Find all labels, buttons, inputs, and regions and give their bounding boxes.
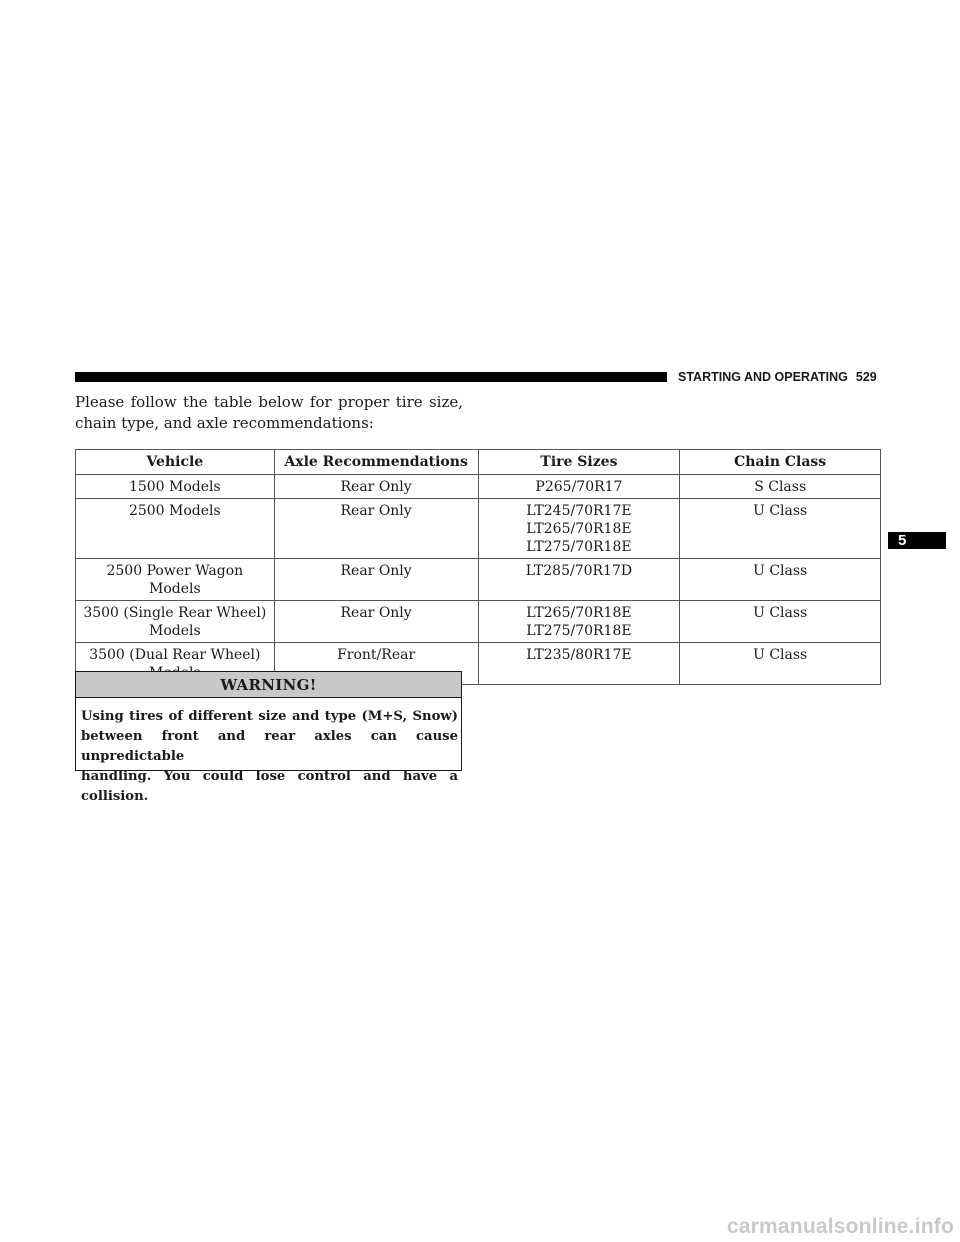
axle-cell: Rear Only: [274, 475, 478, 499]
warning-box: [75, 671, 462, 804]
axle-cell: Front/Rear: [274, 643, 478, 685]
vehicle-line: 2500 Models: [128, 503, 221, 519]
chain-class-cell: U Class: [680, 559, 881, 601]
chapter-tab: 5: [888, 532, 946, 549]
vehicle-cell: [76, 499, 275, 559]
tire-sizes-cell: [478, 499, 680, 559]
tire-size: LT265/70R18E: [526, 605, 632, 621]
vehicle-line: 3500 (Dual Rear Wheel): [89, 647, 261, 663]
vehicle-line: 3500 (Single Rear Wheel): [83, 605, 267, 621]
axle-cell: Rear Only: [274, 559, 478, 601]
tire-sizes-cell: [478, 601, 680, 643]
table-row: [76, 499, 881, 559]
warning-body: [76, 698, 461, 807]
vehicle-cell: [76, 559, 275, 601]
table-row: [76, 601, 881, 643]
warning-line: handling. You could lose control and have a collision.: [81, 769, 458, 804]
tire-size: LT275/70R18E: [526, 539, 632, 555]
chain-class-cell: S Class: [680, 475, 881, 499]
tire-sizes-cell: [478, 643, 680, 685]
chain-class-cell: U Class: [680, 601, 881, 643]
page-number: 529: [855, 370, 877, 384]
column-header-vehicle: Vehicle: [76, 450, 275, 475]
section-title: STARTING AND OPERATING: [678, 370, 848, 384]
header-rule: [75, 372, 667, 382]
vehicle-cell: [76, 601, 275, 643]
tire-size: LT265/70R18E: [526, 521, 632, 537]
warning-line: Using tires of different size and type (M+S, Snow): [81, 709, 458, 724]
axle-cell: Rear Only: [274, 499, 478, 559]
table-header-row: [76, 450, 881, 475]
vehicle-line: 2500 Power Wagon Models: [106, 563, 244, 597]
vehicle-line: Models: [148, 623, 201, 639]
running-header: [678, 368, 877, 386]
intro-paragraph: Please follow the table below for proper tire size, chain type, and axle recommendations:: [75, 393, 463, 432]
tire-chain-table: [75, 449, 881, 685]
table-row: [76, 475, 881, 499]
tire-sizes-cell: [478, 559, 680, 601]
warning-line: between front and rear axles can cause unpredictable: [81, 729, 458, 764]
tire-size: LT275/70R18E: [526, 623, 632, 639]
tire-size: P265/70R17: [535, 479, 623, 495]
vehicle-cell: [76, 475, 275, 499]
table-row: [76, 559, 881, 601]
column-header-axle: Axle Recommendations: [274, 450, 478, 475]
column-header-tire-sizes: Tire Sizes: [478, 450, 680, 475]
tire-size: LT235/80R17E: [526, 647, 632, 663]
warning-title: WARNING!: [76, 672, 461, 698]
chain-class-cell: U Class: [680, 499, 881, 559]
watermark: carmanualsonline.info: [726, 1215, 954, 1238]
tire-sizes-cell: [478, 475, 680, 499]
tire-size: LT245/70R17E: [526, 503, 632, 519]
chain-class-cell: U Class: [680, 643, 881, 685]
vehicle-line: 1500 Models: [128, 479, 221, 495]
column-header-chain-class: Chain Class: [680, 450, 881, 475]
axle-cell: Rear Only: [274, 601, 478, 643]
tire-size: LT285/70R17D: [525, 563, 633, 579]
